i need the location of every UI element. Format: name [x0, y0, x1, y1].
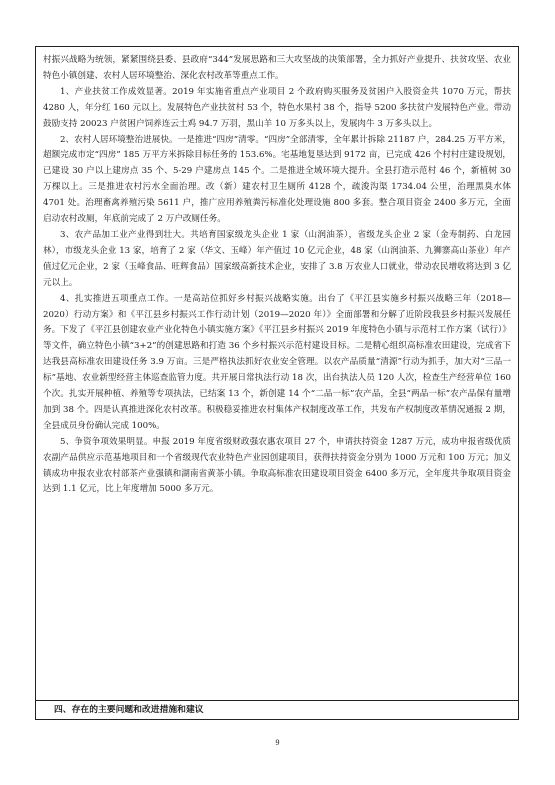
paragraph-five-key-tasks: 4、扎实推进五项重点工作。一是高站位抓好乡村振兴战略实施。出台了《平江县实施乡村振兴战略三年（2018—2020）行动方案》和《平江县乡村振兴工作行动计划（2019—2020 年）》全面部署和分解了近阶段我县乡村振兴发展任务。下发了《平江县创建农业产业化特色小镇实施方案》《平江县乡村振兴 2019 年度特色小镇与示范村工作方案（试行）》等文件，确立特色小镇“3+2”的创建思路和打造 36 个乡村振兴示范村建设目标。二是精心组织高标准农田建设，完成省下达我县高标准农田建设任务 3.9 万亩。三是严格执法抓好农业安全管理。以农产品质量“清源”行动为抓手，加大对“三品一标”基地、农业新型经营主体巡查监管力度。共开展日常执法行动 18 次，出台执法人员 120 人次，检查生产经营单位 160 个次。扎实开展种植、养殖等专项执法，已结案 13 个，新创建 14 个“二品一标”农产品，全县“两品一标”农产品保有量增加到 38 个。四是认真推进深化农村改革。积极稳妥推进农村集体产权制度改革工作，共发布产权制度改革情况通报 2 期，全县成员身份确认完成 100%。: [43, 293, 511, 431]
page-number: 9: [275, 738, 280, 747]
paragraph-funding-projects: 5、争资争项效果明显。申报 2019 年度省级财政强农惠农项目 27 个，申请扶持资金 1287 万元，成功申报省级优质农副产品供应示范基地项目和一个省级现代农业特色产业园创建项目，获得扶持资金分别为 1000 万元和 100 万元；加义镇成功申报农业农村部茶产业强镇和湖南省黄茶小镇。争取高标准农田建设项目资金 6400 多万元，全年度共争取项目资金达到 1.1 亿元，比上年度增加 5000 多万元。: [43, 436, 511, 495]
paragraph-intro: 村振兴战略为统领，紧紧围绕县委、县政府“344”发展思路和三大攻坚战的决策部署，全力抓好产业提升、扶贫攻坚、农业特色小镇创建、农村人居环境整治、深化农村改革等重点工作。: [43, 55, 511, 81]
paragraph-agri-processing: 3、农产品加工业产业得到壮大。共培育国家级龙头企业 1 家（山润油茶），省级龙头企业 2 家（金寿制药、白龙园林），市级龙头企业 13 家，培育了 2 家（华文、玉峰）年产值过 10 亿元企业，48 家（山润油茶、九狮寨高山茶业）年产值过亿元企业，2 家（玉峰食品、旺辉食品）国家级高新技术企业，安排了 3.8 万农业人口就业，带动农民增收将达到 3 亿元以上。: [43, 229, 511, 288]
paragraph-industry-poverty-relief: 1、产业扶贫工作成效显著。2019 年实施省重点产业项目 2 个政府购买服务及贫困户入股资金共 1070 万元，帮扶 4280 人，年分红 160 元以上。发展特色产业扶贫村 53 个，特色水果村 38 个，指导 5200 多扶贫户发展特色产业。带动鼓励支持 20023 户贫困户饲养连云土鸡 94.7 万羽，黑山羊 10 万多头以上，发展肉牛 3 万多头以上。: [43, 86, 511, 129]
document-body: [36, 47, 518, 700]
document-frame: [35, 46, 519, 720]
paragraph-rural-environment: 2、农村人居环境整治进展快。一是推进“四房”清零。“四房”全部清零，全年累计拆除 21187 户，284.25 万平方米，超额完成市定“四房” 185 万平方米拆除目标任务的 153.6%。宅基地复垦达到 9172 亩，已完成 426 个村村庄建设规划，已建设 30 户以上建房点 35 个、5-29 户建房点 145 个。二是推进全域环境大提升。全县打造示范村 46 个，新植树 30 万棵以上。三是推进农村污水全面治理。改（新）建农村卫生厕所 4128 个，疏浚沟渠 1734.04 公里，治理黑臭水体 4701 处。治理畜禽养殖污染 5611 户，推广应用养殖粪污标准化处理设施 800 多套。整合项目资金 2400 多万元，全面启动农村改厕，年底前完成了 2 万户改厕任务。: [43, 134, 511, 225]
section-heading: 四、存在的主要问题和改进措施和建议: [54, 705, 204, 715]
